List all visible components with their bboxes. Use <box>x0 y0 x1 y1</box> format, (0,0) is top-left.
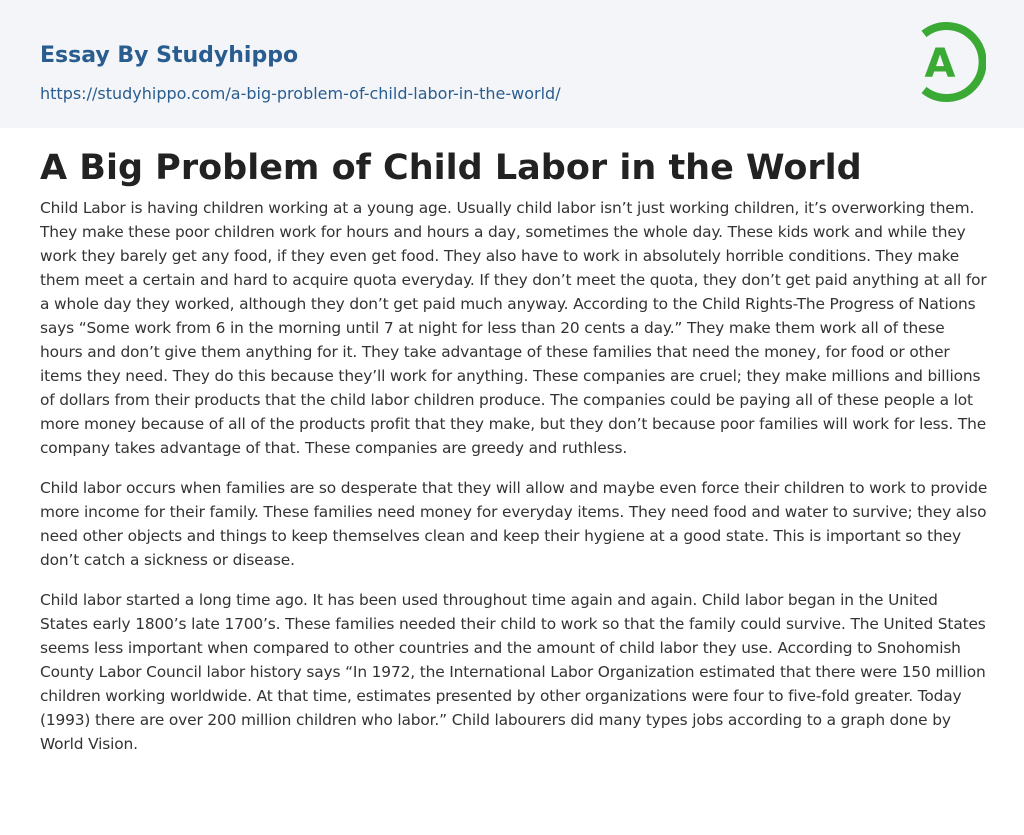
brand-title[interactable]: Essay By Studyhippo <box>40 43 299 68</box>
site-header <box>0 0 1024 128</box>
article-body <box>40 196 988 772</box>
paragraph-3: Child labor started a long time ago. It has been used throughout time again and again. Child labor began in the United States early 1800’s late 1700’s. These families needed their child to work so that the family could survive. The United States seems less important when compared to other countries and the amount of child labor they use. According to Snohomish County Labor Council labor history says “In 1972, the International Labor Organization estimated that there were 150 million children working worldwide. At that time, estimates presented by other organizations were four to five-fold greater. Today (1993) there are over 200 million children who labor.” Child labourers did many types jobs according to a graph done by World Vision. <box>40 591 986 753</box>
paragraph-2: Child labor occurs when families are so desperate that they will allow and maybe even force their children to work to provide more income for their family. These families need money for everyday items. They need food and water to survive; they also need other objects and things to keep themselves clean and keep their hygiene at a good state. This is important so they don’t catch a sickness or disease. <box>40 479 988 569</box>
source-url-link[interactable]: https://studyhippo.com/a-big-problem-of-child-labor-in-the-world/ <box>40 84 561 103</box>
logo-letter: A <box>924 41 956 87</box>
studyhippo-logo-icon[interactable] <box>914 20 986 104</box>
paragraph-1: Child Labor is having children working at a young age. Usually child labor isn’t just working children, it’s overworking them. They make these poor children work for hours and hours a day, sometimes the whole day. These kids work and while they work they barely get any food, if they even get food. They also have to work in absolutely horrible conditions. They make them meet a certain and hard to acquire quota everyday. If they don’t meet the quota, they don’t get paid anything at all for a whole day they worked, although they don’t get paid much anyway. According to the Child Rights-The Progress of Nations says “Some work from 6 in the morning until 7 at night for less than 20 cents a day.” They make them work all of these hours and don’t give them anything for it. They take advantage of these families that need the money, for food or other items they need. They do this because they’ll work for anything. These companies are cruel; they make millions and billions of dollars from their products that the child labor children produce. The companies could be paying all of these people a lot more money because of all of the products profit that they make, but they don’t because poor families will work for less. The company takes advantage of that. These companies are greedy and ruthless. <box>40 199 987 457</box>
article-title: A Big Problem of Child Labor in the World <box>40 148 862 188</box>
